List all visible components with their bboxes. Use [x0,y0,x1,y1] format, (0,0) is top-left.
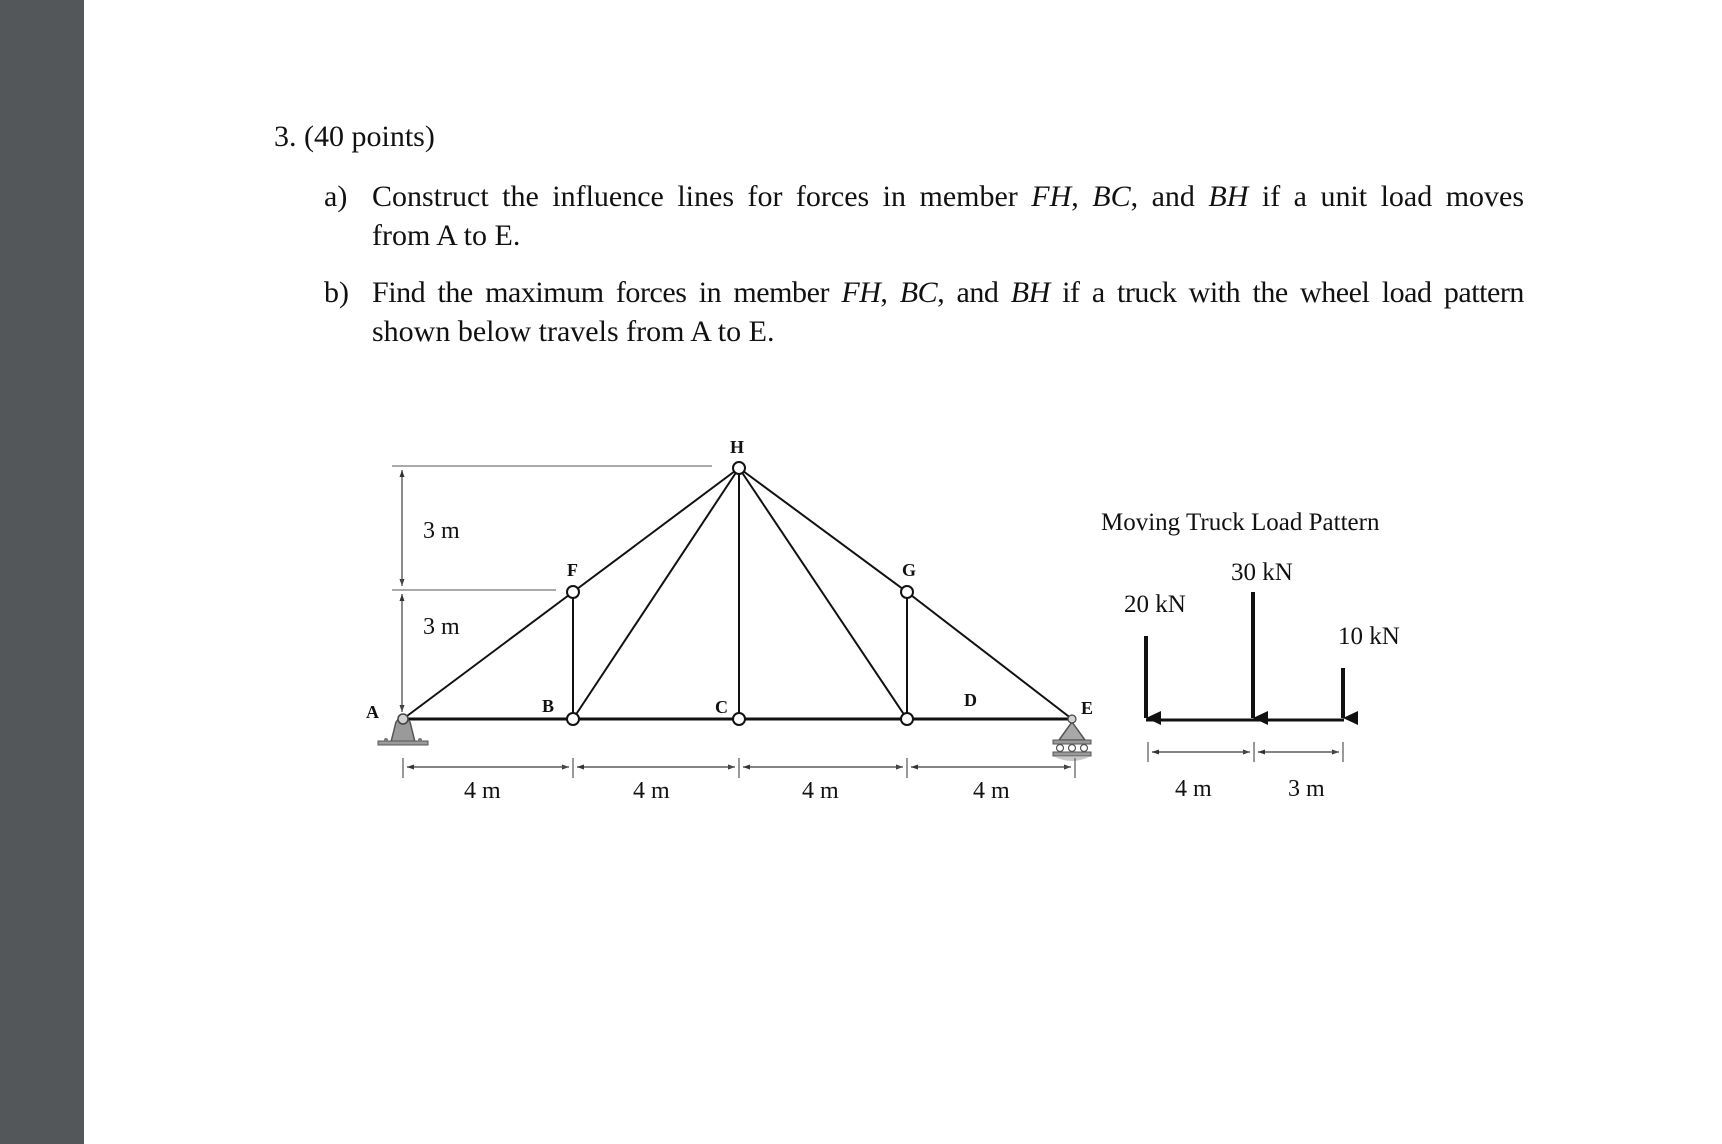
member-fh-label: FH [841,276,881,309]
joint-label-d: D [964,690,977,710]
member-bh-label: BH [1208,180,1249,213]
part-a-text-2: if a unit load moves [1261,180,1525,213]
member-ge [907,592,1072,719]
joint-label-a: A [366,702,379,722]
joint-f [567,586,579,598]
member-bc-label: BC [899,276,938,309]
truck-title: Moving Truck Load Pattern [1101,509,1380,536]
height-label-lower: 3 m [423,614,460,640]
part-b-marker: b) [324,276,349,309]
member-fh [573,468,739,592]
part-b-sep-1: , [880,276,888,309]
joint-label-f: F [567,560,578,580]
joint-label-c: C [715,697,728,717]
joint-label-e: E [1081,698,1094,718]
span-label-ab: 4 m [464,778,501,804]
member-hd [739,468,907,719]
joint-h [733,462,745,474]
problem-points: (40 points) [304,120,435,153]
load-label-20kn: 20 kN [1124,591,1186,618]
part-a-line-2: from A to E. [372,219,521,252]
member-bh-label: BH [1010,276,1050,309]
truck-spacing-dimension [1148,742,1343,762]
height-label-upper: 3 m [423,518,460,544]
part-b-sep-2: , and [937,276,999,309]
member-fh-label: FH [1031,180,1072,213]
problem-number: 3. [274,120,297,153]
member-bc-label: BC [1092,180,1131,213]
joint-g [901,586,913,598]
load-label-10kn: 10 kN [1338,623,1400,650]
roller-support-e [1053,715,1091,761]
part-b-text-2: if a truck with the wheel load pattern [1062,276,1524,309]
joint-label-b: B [542,696,555,716]
load-label-30kn: 30 kN [1231,559,1293,586]
span-label-de: 4 m [973,778,1010,804]
joint-d [901,713,913,725]
part-b-line-2: shown below travels from A to E. [372,315,775,348]
span-label-cd: 4 m [802,778,839,804]
truck-spacing-3m: 3 m [1288,776,1325,802]
span-dimension [403,758,1075,778]
joint-c [733,713,745,725]
member-bh [573,468,739,719]
joint-label-g: G [902,560,917,580]
part-b-text-1: Find the maximum forces in member [372,276,830,309]
joint-label-h: H [730,437,745,457]
part-a-sep-2: , and [1130,180,1195,213]
joint-b [567,713,579,725]
part-a-marker: a) [324,180,348,213]
span-label-bc: 4 m [633,778,670,804]
truck-spacing-4m: 4 m [1175,776,1212,802]
member-hg [739,468,907,592]
part-a-text-1: Construct the influence lines for forces in member [372,180,1018,213]
part-a-sep-1: , [1071,180,1079,213]
